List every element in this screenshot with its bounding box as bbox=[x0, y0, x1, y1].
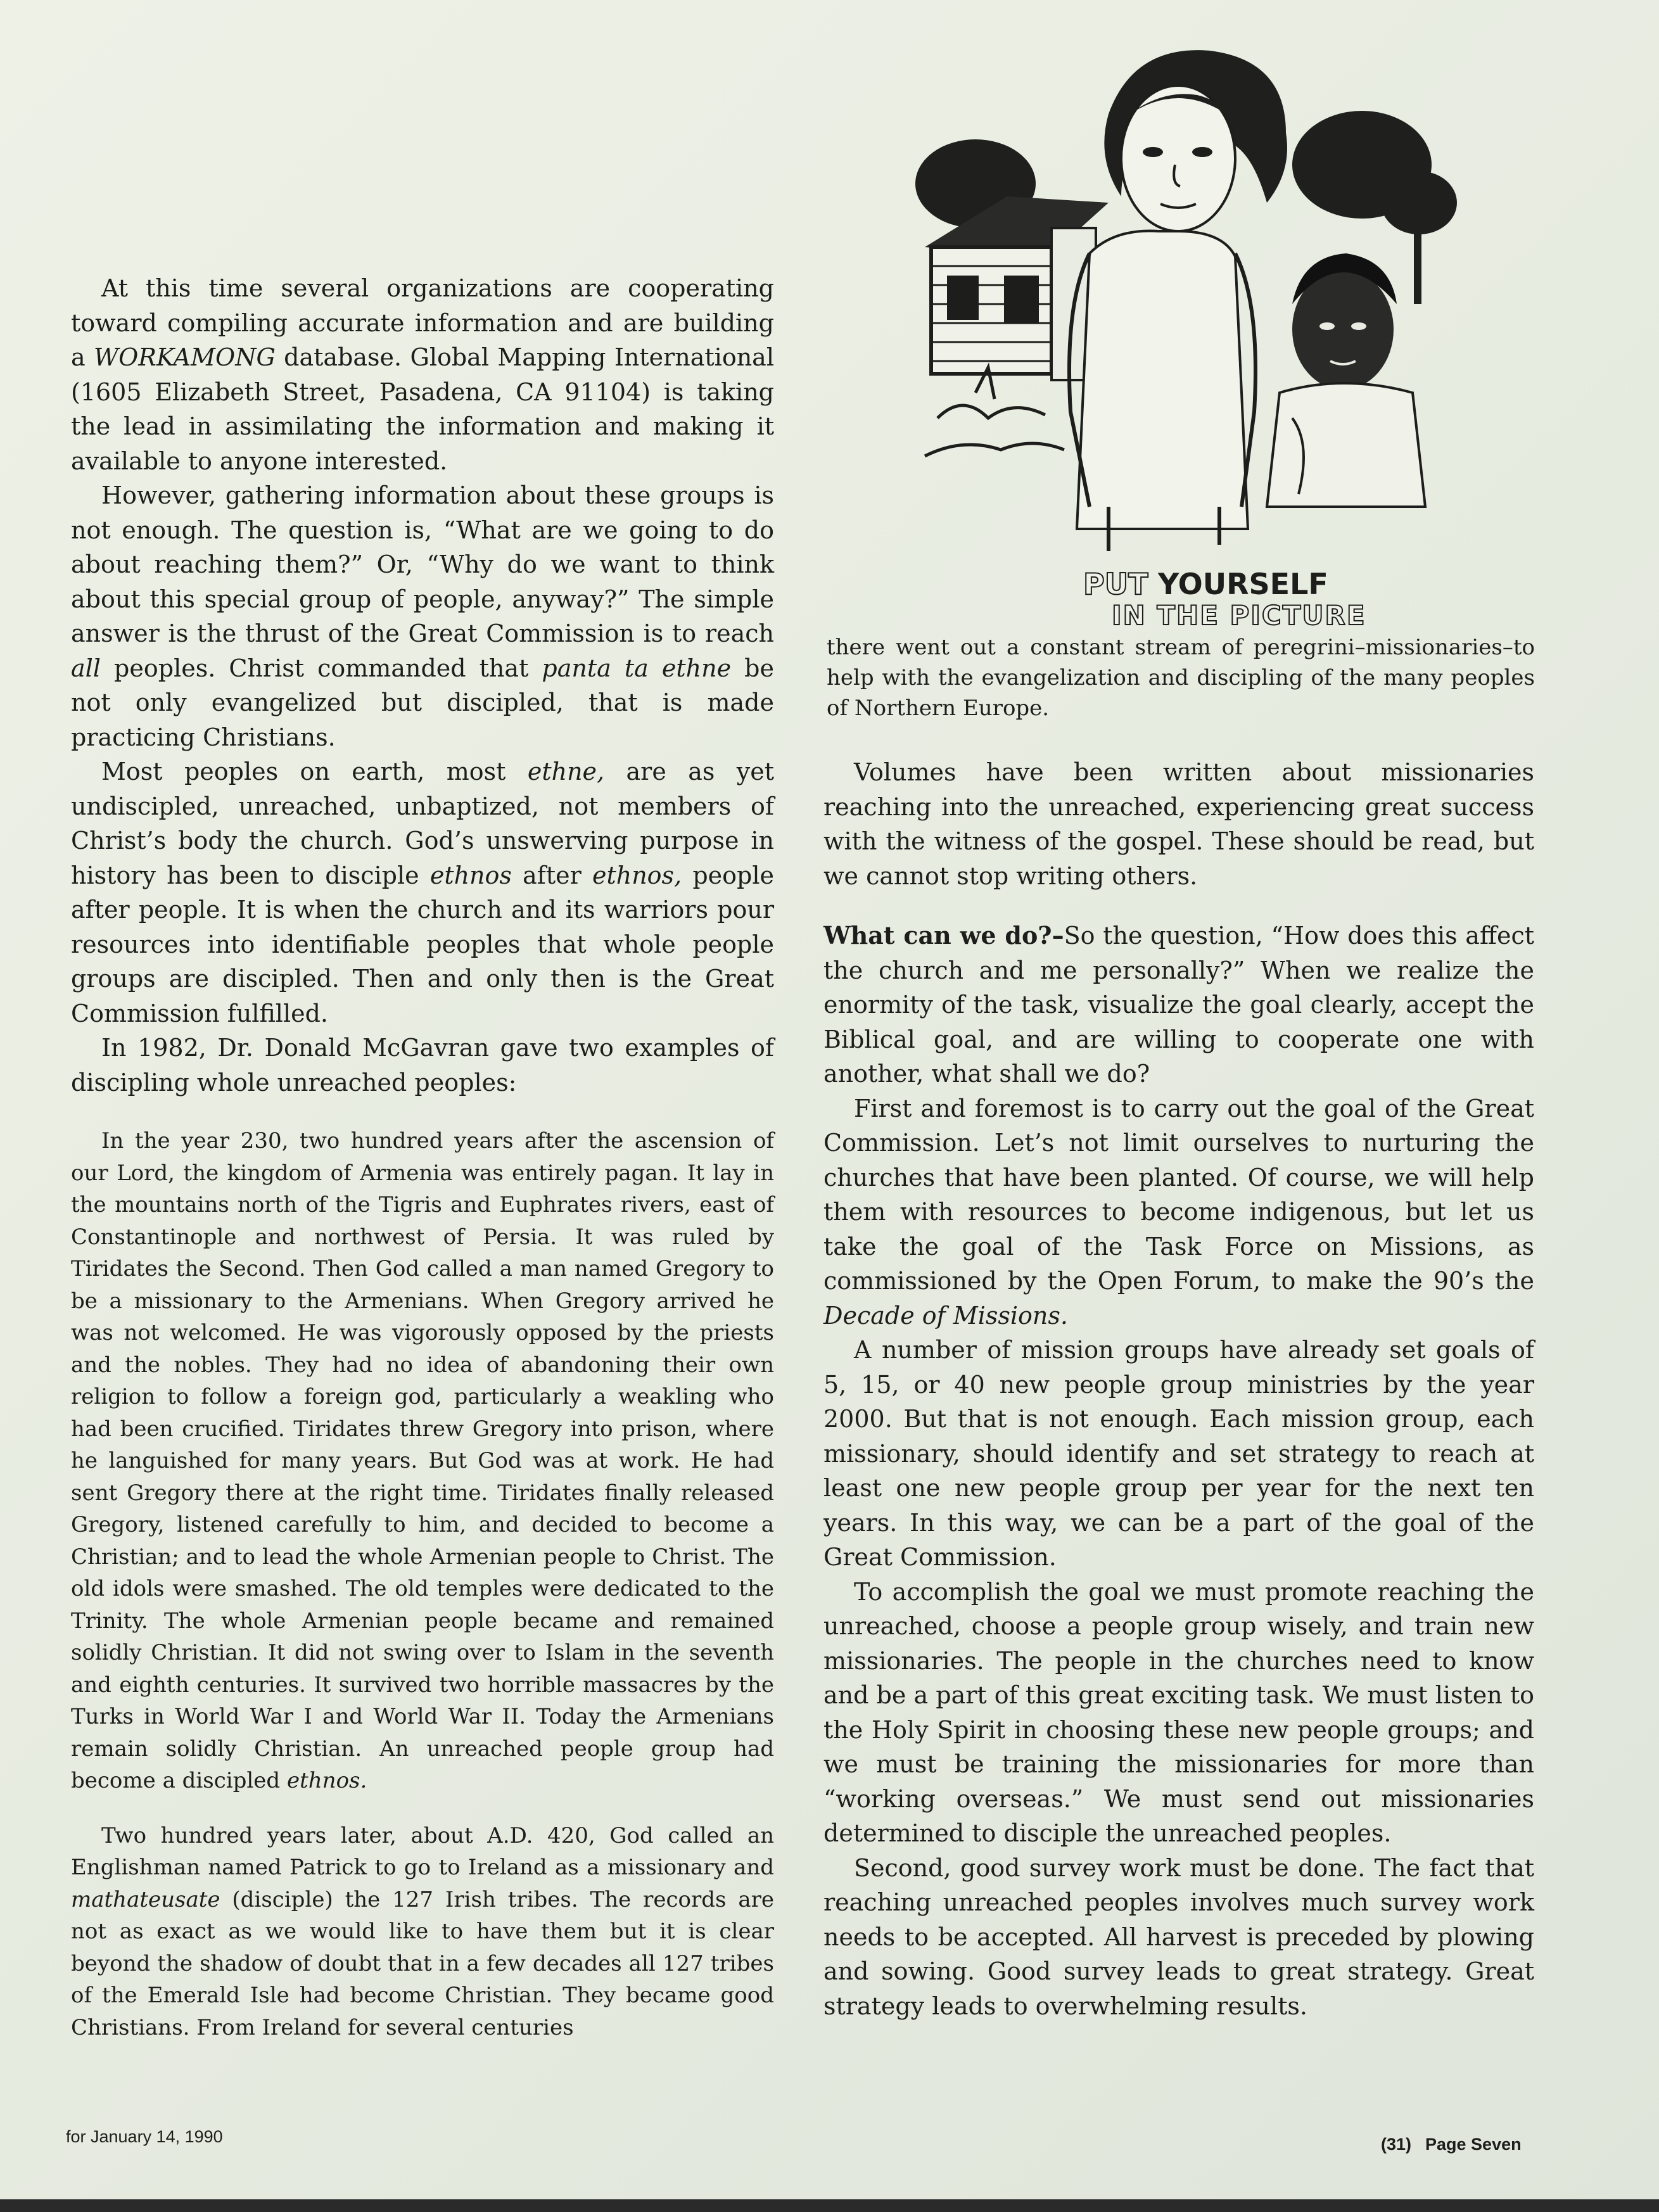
paragraph: Second, good survey work must be done. The fact that reaching unreached peoples involves much survey work needs to be accepted. All harvest is preceded by plowing and sowing. Good survey leads to great strategy. Great strategy leads to overwhelming results. bbox=[823, 1853, 1534, 2020]
illustration-title-bold: YOURSELF bbox=[1158, 567, 1328, 601]
section-what-can-we-do bbox=[823, 918, 1534, 1091]
section-lead: What can we do?– bbox=[823, 921, 1064, 950]
footer-date: for January 14, 1990 bbox=[66, 2127, 223, 2146]
right-column bbox=[823, 755, 1534, 2023]
footer-page-number bbox=[1381, 2135, 1535, 2154]
scan-edge bbox=[0, 2199, 1659, 2212]
grass-icon bbox=[925, 367, 1064, 456]
paragraph: To accomplish the goal we must promote reaching the unreached, choose a people group wisely, and train new missionaries. The people in the churches need to know and be a part of this great exciting task. We must listen to the Holy Spirit in choosing these new people groups; and we must be training the missionaries for more than “working overseas.” We must send out missionaries determined to disciple the unreached peoples. bbox=[823, 1577, 1534, 1847]
paragraph: However, gathering information about these groups is not enough. The question is, “What are we going to do about reaching them?” Or, “Why do we want to think about this special group of people, anyway?” The simple answer is the thrust of the Great Commission is to reach all peoples. Christ commanded that panta ta ethne be not only evangelized but discipled, that is made practicing Christians. bbox=[71, 481, 774, 751]
italic-term: mathateusate bbox=[71, 1886, 220, 1912]
page-label: Page Seven bbox=[1425, 2135, 1522, 2154]
quote-continuation: there went out a constant stream of peregrini–missionaries–to help with the evangelization and discipling of the many peoples of Northern Europe. bbox=[827, 635, 1535, 721]
paragraph: A number of mission groups have already set goals of 5, 15, or 40 new people group ministries by the year 2000. But that is not enough. Each mission group, each missionary, should identify and set strategy to reach at least one new people group per year for the next ten years. In this way, we can be a part of the goal of the Great Commission. bbox=[823, 1336, 1534, 1571]
put-yourself-illustration bbox=[899, 38, 1482, 627]
paragraph: First and foremost is to carry out the goal of the Great Commission. Let’s not limit ourselves to nurturing the churches that have been planted. Of course, we will help them with resources to become indigenous, but let us take the goal of the Task Force on Missions, as commissioned by the Open Forum, to make the 90’s the Decade of Missions. bbox=[823, 1094, 1534, 1330]
illustration-title-outline: PUT bbox=[1083, 567, 1148, 601]
italic-term: ethnos. bbox=[286, 1768, 367, 1793]
paragraph: At this time several organizations are cooperating toward compiling accurate information and are building a WORKAMONG database. Global Mapping International (1605 Elizabeth Street, Pasadena, CA 91104) is taking the lead in assimilating the information and making it available to anyone interested. bbox=[71, 274, 774, 475]
page-sequence: (31) bbox=[1381, 2135, 1412, 2154]
italic-term: Decade of Missions. bbox=[823, 1301, 1068, 1330]
italic-term: all bbox=[71, 654, 101, 682]
paragraph: In 1982, Dr. Donald McGavran gave two examples of discipling whole unreached peoples: bbox=[71, 1034, 774, 1096]
italic-term: panta ta ethne bbox=[542, 654, 732, 682]
paragraph: Volumes have been written about missionaries reaching into the unreached, experiencing great success with the witness of the gospel. These should be read, but we cannot stop writing others. bbox=[823, 758, 1534, 890]
girl-figure-icon bbox=[1069, 50, 1287, 551]
paragraph: Most peoples on earth, most ethne, are as yet undiscipled, unreached, unbaptized, not members of Christ’s body the church. God’s unswerving purpose in history has been to disciple ethnos after ethnos, people after people. It is when the church and its warriors pour resources into identifiable peoples that whole people groups are discipled. Then and only then is the Great Commission fulfilled. bbox=[71, 758, 774, 1027]
section-text: So the question, “How does this affect the church and me personally?” When we realize the enormity of the task, visualize the goal clearly, accept the Biblical goal, and are willing to cooperate one with another, what shall we do? bbox=[823, 922, 1534, 1088]
boy-figure-icon bbox=[1267, 253, 1425, 507]
italic-term: ethnos bbox=[429, 861, 512, 889]
italic-term: ethnos, bbox=[592, 861, 682, 889]
block-quote-ireland: Two hundred years later, about A.D. 420, God called an Englishman named Patrick to go to Ireland as a missionary and mathateusate (disciple) the 127 Irish tribes. The records are not as exact as we would like to have them but it is clear beyond the shadow of doubt that in a few decades all 127 tribes of the Emerald Isle had become Christian. They became good Christians. From Ireland for several centuries bbox=[71, 1822, 774, 2040]
italic-term: ethne, bbox=[527, 758, 605, 785]
left-column bbox=[71, 271, 774, 2044]
block-quote-armenia: In the year 230, two hundred years after the ascension of our Lord, the kingdom of Armenia was entirely pagan. It lay in the mountains north of the Tigris and Euphrates rivers, east of Constantinople and northwest of Persia. It was ruled by Tiridates the Second. Then God called a man named Gregory to be a missionary to the Armenians. When Gregory arrived he was not welcomed. He was vigorously opposed by the priests and the nobles. They had no idea of abandoning their own religion to follow a foreign god, particularly a weakling who had been crucified. Tiridates threw Gregory into prison, where he languished for many years. But God was at work. He had sent Gregory there at the right time. Tiridates finally released Gregory, listened carefully to him, and decided to become a Christian; and to lead the whole Armenian people to Christ. The old idols were smashed. The old temples were dedicated to the Trinity. The whole Armenian people became and remained solidly Christian. It did not swing over to Islam in the seventh and eighth centuries. It survived two horrible massacres by the Turks in World War I and World War II. Today the Armenians remain solidly Christian. An unreached people group had become a discipled ethnos. bbox=[71, 1128, 774, 1793]
italic-term: WORKAMONG bbox=[94, 343, 276, 371]
illustration-title-line2: IN THE PICTURE bbox=[1112, 600, 1366, 627]
